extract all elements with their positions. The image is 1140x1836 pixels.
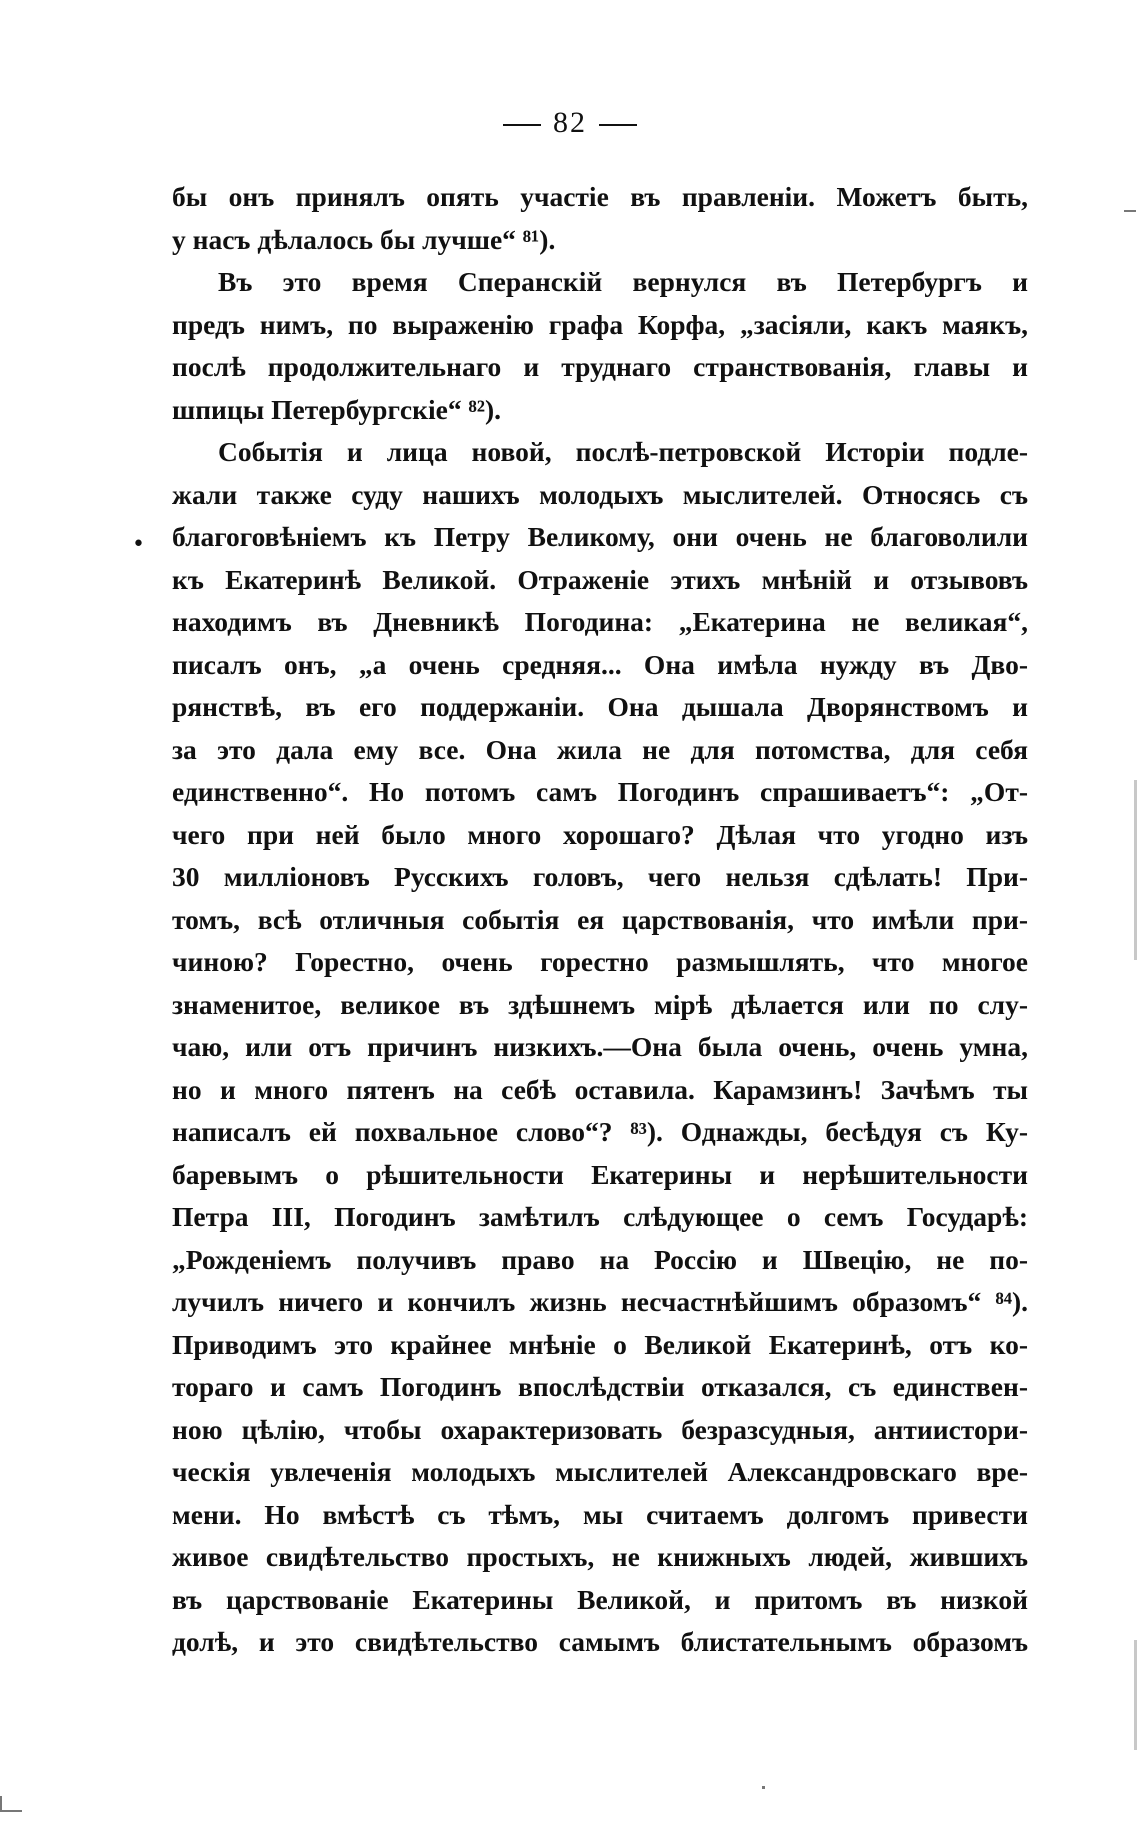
scan-edge-right-lower — [1134, 1640, 1137, 1750]
paragraph-2 — [172, 261, 1028, 431]
text-line: единственно“. Но потомъ самъ Погодинъ спрашиваетъ“: „От- — [172, 776, 1028, 807]
text-line: баревымъ о рѣшительности Екатерины и нерѣшительности — [172, 1158, 1028, 1190]
paragraph-1 — [172, 176, 1028, 261]
scan-speck — [762, 1786, 765, 1789]
scan-mark-bottom-left — [0, 1810, 22, 1812]
text-line: долѣ, и это свидѣтельство самымъ блистательнымъ образомъ — [172, 1626, 1028, 1657]
text-line: Приводимъ это крайнее мнѣніе о Великой Екатеринѣ, отъ ко- — [172, 1328, 1028, 1360]
scan-mark-bottom-left-vert — [0, 1796, 2, 1810]
text-line: Событія и лица новой, послѣ-петровской Исторіи подле- — [218, 436, 1028, 467]
text-line: знаменитое, великое въ здѣшнемъ мірѣ дѣлается или по слу- — [172, 988, 1028, 1020]
text-line: ною цѣлію, чтобы охарактеризовать безразсудныя, антиистори- — [172, 1413, 1028, 1445]
paragraph-3 — [172, 431, 1028, 1664]
text-line: мени. Но вмѣстѣ съ тѣмъ, мы считаемъ долгомъ привести — [172, 1498, 1028, 1530]
text-line: въ царствованіе Екатерины Великой, и притомъ въ низкой — [172, 1583, 1028, 1615]
text-line: живое свидѣтельство простыхъ, не книжныхъ людей, жившихъ — [172, 1541, 1028, 1572]
page-header — [0, 106, 1140, 140]
text-line: къ Екатеринѣ Великой. Отраженіе этихъ мнѣній и отзывовъ — [172, 563, 1028, 595]
text-line: шпицы Петербургскіе“ ⁸²). — [172, 393, 501, 425]
text-line: 30 милліоновъ Русскихъ головъ, чего нельзя сдѣлать! При- — [172, 861, 1028, 892]
text-line: томъ, всѣ отличныя событія ея царствованія, что имѣли при- — [172, 903, 1028, 935]
text-line: чиною? Горестно, очень горестно размышлять, что многое — [172, 946, 1028, 977]
text-line: „Рожденіемъ получивъ право на Россію и Швецію, не по- — [172, 1243, 1028, 1275]
margin-dot-mark: • — [132, 532, 145, 557]
text-line: жали также суду нашихъ молодыхъ мыслителей. Относясь съ — [172, 478, 1028, 510]
text-line: бы онъ принялъ опять участіе въ правленіи. Можетъ быть, — [172, 181, 1028, 212]
text-line: у насъ дѣлалось бы лучше“ ⁸¹). — [172, 223, 556, 255]
body-text — [172, 176, 1028, 1664]
text-line: благоговѣніемъ къ Петру Великому, они очень не благоволили — [172, 521, 1028, 552]
text-line: предъ нимъ, по выраженію графа Корфа, „засіяли, какъ маякъ, — [172, 308, 1028, 340]
header-dash-right — [599, 124, 637, 126]
text-line: писалъ онъ, „а очень средняя... Она имѣла нужду въ Дво- — [172, 648, 1028, 680]
text-line: написалъ ей похвальное слово“? ⁸³). Однажды, бесѣдуя съ Ку- — [172, 1116, 1028, 1147]
text-line: ческія увлеченія молодыхъ мыслителей Александровскаго вре- — [172, 1456, 1028, 1487]
text-line: тораго и самъ Погодинъ впослѣдствіи отказался, съ единствен- — [172, 1371, 1028, 1402]
page-number: 82 — [553, 106, 587, 139]
text-line: находимъ въ Дневникѣ Погодина: „Екатерина не великая“, — [172, 606, 1028, 637]
text-line: чего при ней было много хорошаго? Дѣлая что угодно изъ — [172, 818, 1028, 850]
text-line: чаю, или отъ причинъ низкихъ.—Она была очень, очень умна, — [172, 1031, 1028, 1062]
scan-edge-right — [1134, 780, 1137, 960]
text-line: но и много пятенъ на себѣ оставила. Карамзинъ! Зачѣмъ ты — [172, 1073, 1028, 1105]
header-dash-left — [503, 124, 541, 126]
scan-mark-right — [1124, 210, 1136, 212]
text-line: Въ это время Сперанскій вернулся въ Петербургъ и — [218, 266, 1028, 297]
text-line: Петра III, Погодинъ замѣтилъ слѣдующее о семъ Государѣ: — [172, 1201, 1028, 1232]
text-line: рянствѣ, въ его поддержаніи. Она дышала Дворянствомъ и — [172, 691, 1028, 722]
text-line: лучилъ ничего и кончилъ жизнь несчастнѣйшимъ образомъ“ ⁸⁴). — [172, 1286, 1028, 1317]
text-line: послѣ продолжительнаго и труднаго странствованія, главы и — [172, 351, 1028, 382]
text-line: за это дала ему все. Она жила не для потомства, для себя — [172, 733, 1028, 765]
